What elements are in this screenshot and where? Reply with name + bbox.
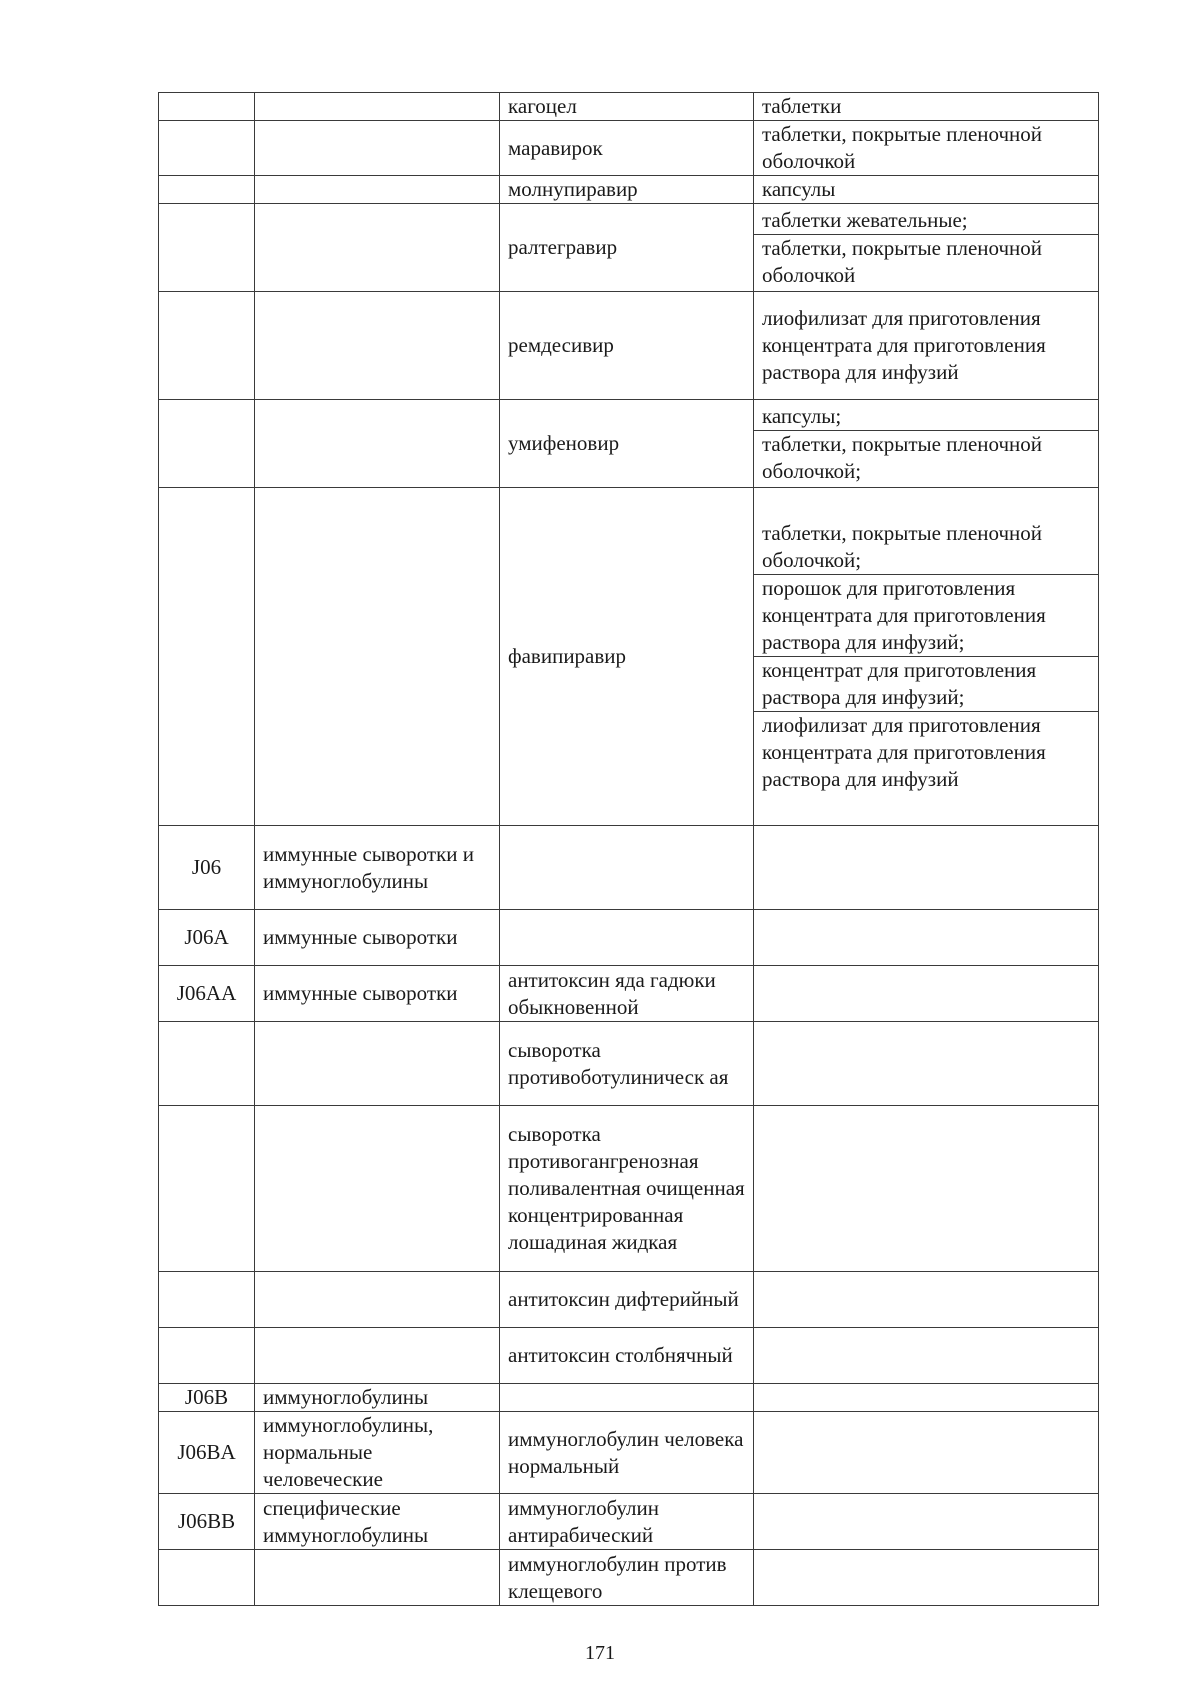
table-row (159, 1022, 1099, 1106)
dosage-form-item: таблетки (762, 94, 842, 118)
drug-name-cell: фавипиравир (500, 488, 754, 826)
drug-name-cell: антитоксин яда гадюки обыкновенной (500, 966, 754, 1022)
drug-name-cell: умифеновир (500, 400, 754, 488)
table-row (159, 826, 1099, 910)
dosage-form-item: концентрат для приготовления раствора для инфузий; (754, 656, 1098, 711)
dosage-form-item: капсулы; (762, 403, 842, 428)
atc-code-cell (159, 292, 255, 400)
dosage-form-item: таблетки, покрытые пленочной оболочкой (762, 122, 1043, 173)
atc-code-cell: J06B (159, 1384, 255, 1412)
dosage-form-item: таблетки жевательные; (762, 207, 968, 232)
table-row (159, 910, 1099, 966)
drug-table (158, 92, 1099, 1606)
drug-name-cell: антитоксин столбнячный (500, 1328, 754, 1384)
dosage-form-item: порошок для приготовления концентрата для приготовления раствора для инфузий; (754, 574, 1098, 656)
group-name-cell (255, 204, 500, 292)
dosage-form-cell (754, 292, 1099, 400)
drug-name-cell: маравирок (500, 121, 754, 176)
dosage-form-cell (754, 1328, 1099, 1384)
group-name-cell: иммуноглобулины (255, 1384, 500, 1412)
group-name-cell (255, 488, 500, 826)
dosage-form-item: таблетки, покрытые пленочной оболочкой (754, 234, 1098, 289)
atc-code-cell (159, 176, 255, 204)
drug-name-cell: иммуноглобулин человека нормальный (500, 1412, 754, 1494)
dosage-form-cell (754, 910, 1099, 966)
dosage-form-cell (754, 1106, 1099, 1272)
group-name-cell: иммунные сыворотки (255, 966, 500, 1022)
drug-name-cell (500, 910, 754, 966)
atc-code-cell (159, 400, 255, 488)
table-row (159, 292, 1099, 400)
atc-code-cell (159, 1272, 255, 1328)
group-name-cell (255, 1272, 500, 1328)
dosage-form-cell (754, 1412, 1099, 1494)
group-name-cell: специфические иммуноглобулины (255, 1494, 500, 1550)
atc-code-cell (159, 1328, 255, 1384)
dosage-form-cell (754, 966, 1099, 1022)
dosage-form-cell (754, 1550, 1099, 1606)
table-row (159, 1272, 1099, 1328)
table-row (159, 1494, 1099, 1550)
drug-name-cell: ралтегравир (500, 204, 754, 292)
dosage-form-item: таблетки, покрытые пленочной оболочкой; (762, 521, 1043, 572)
table-row (159, 488, 1099, 826)
atc-code-cell: J06AA (159, 966, 255, 1022)
group-name-cell (255, 292, 500, 400)
group-name-cell (255, 1022, 500, 1106)
drug-name-cell: иммуноглобулин против клещевого (500, 1550, 754, 1606)
atc-code-cell: J06A (159, 910, 255, 966)
table-row (159, 400, 1099, 488)
table-row (159, 204, 1099, 292)
group-name-cell: иммунные сыворотки (255, 910, 500, 966)
atc-code-cell: J06 (159, 826, 255, 910)
dosage-form-item: капсулы (762, 177, 836, 201)
atc-code-cell (159, 1550, 255, 1606)
table-row (159, 176, 1099, 204)
group-name-cell (255, 1106, 500, 1272)
table-row (159, 1412, 1099, 1494)
dosage-form-cell (754, 176, 1099, 204)
atc-code-cell: J06BB (159, 1494, 255, 1550)
atc-code-cell (159, 93, 255, 121)
drug-name-cell: антитоксин дифтерийный (500, 1272, 754, 1328)
group-name-cell (255, 400, 500, 488)
atc-code-cell (159, 204, 255, 292)
dosage-form-cell (754, 1272, 1099, 1328)
page-number: 171 (585, 1642, 615, 1664)
dosage-form-cell (754, 400, 1099, 488)
atc-code-cell (159, 1106, 255, 1272)
drug-name-cell (500, 826, 754, 910)
group-name-cell (255, 121, 500, 176)
dosage-form-cell (754, 93, 1099, 121)
table-row (159, 1550, 1099, 1606)
table-row (159, 93, 1099, 121)
drug-table-body (159, 93, 1099, 1606)
group-name-cell (255, 93, 500, 121)
dosage-form-cell (754, 1022, 1099, 1106)
dosage-form-item: лиофилизат для приготовления концентрата для приготовления раствора для инфузий (762, 306, 1046, 384)
drug-name-cell: иммуноглобулин антирабический (500, 1494, 754, 1550)
drug-name-cell: сыворотка противогангренозная поливалентная очищенная концентрированная лошадиная жидкая (500, 1106, 754, 1272)
dosage-form-cell (754, 121, 1099, 176)
drug-name-cell: ремдесивир (500, 292, 754, 400)
table-row (159, 1328, 1099, 1384)
table-row (159, 1106, 1099, 1272)
drug-name-cell: кагоцел (500, 93, 754, 121)
group-name-cell (255, 176, 500, 204)
dosage-form-cell (754, 1384, 1099, 1412)
drug-name-cell: сыворотка противоботулиническ ая (500, 1022, 754, 1106)
dosage-form-cell (754, 488, 1099, 826)
table-row (159, 121, 1099, 176)
group-name-cell (255, 1328, 500, 1384)
drug-name-cell: молнупиравир (500, 176, 754, 204)
table-row (159, 966, 1099, 1022)
group-name-cell: иммунные сыворотки и иммуноглобулины (255, 826, 500, 910)
group-name-cell: иммуноглобулины, нормальные человеческие (255, 1412, 500, 1494)
dosage-form-item: таблетки, покрытые пленочной оболочкой; (754, 430, 1098, 485)
drug-name-cell (500, 1384, 754, 1412)
group-name-cell (255, 1550, 500, 1606)
dosage-form-cell (754, 1494, 1099, 1550)
atc-code-cell (159, 488, 255, 826)
atc-code-cell (159, 1022, 255, 1106)
dosage-form-item: лиофилизат для приготовления концентрата для приготовления раствора для инфузий (754, 711, 1098, 793)
dosage-form-cell (754, 826, 1099, 910)
atc-code-cell (159, 121, 255, 176)
dosage-form-cell (754, 204, 1099, 292)
table-row (159, 1384, 1099, 1412)
atc-code-cell: J06BA (159, 1412, 255, 1494)
